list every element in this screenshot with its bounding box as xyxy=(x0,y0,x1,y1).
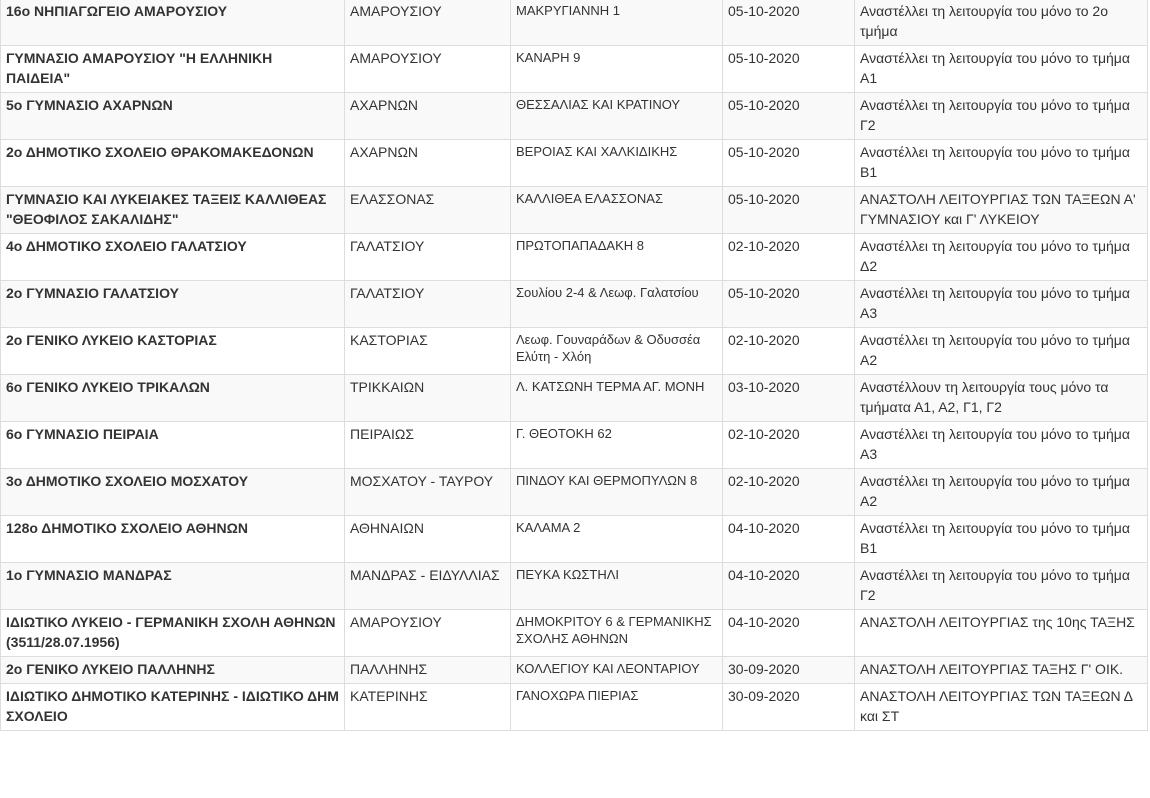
date-cell: 05-10-2020 xyxy=(723,140,855,187)
school-name-cell: ΙΔΙΩΤΙΚΟ ΔΗΜΟΤΙΚΟ ΚΑΤΕΡΙΝΗΣ - ΙΔΙΩΤΙΚΟ ΔΗΜ ΣΧΟΛΕΙΟ xyxy=(1,684,345,731)
address-cell: ΚΟΛΛΕΓΙΟΥ ΚΑΙ ΛΕΟΝΤΑΡΙΟΥ xyxy=(511,657,723,684)
suspension-note-cell: Αναστέλλει τη λειτουργία του μόνο το τμήμα Α2 xyxy=(855,469,1148,516)
suspension-note-cell: Αναστέλλει τη λειτουργία του μόνο το τμήμα Α3 xyxy=(855,422,1148,469)
suspension-note-cell: Αναστέλλουν τη λειτουργία τους μόνο τα τμήματα Α1, Α2, Γ1, Γ2 xyxy=(855,375,1148,422)
suspension-note-cell: ΑΝΑΣΤΟΛΗ ΛΕΙΤΟΥΡΓΙΑΣ ΤΩΝ ΤΑΞΕΩΝ Δ και ΣΤ xyxy=(855,684,1148,731)
address-cell: ΚΑΝΑΡΗ 9 xyxy=(511,46,723,93)
suspension-note-cell: Αναστέλλει τη λειτουργία του μόνο το τμήμα Α3 xyxy=(855,281,1148,328)
address-cell: Σουλίου 2-4 & Λεωφ. Γαλατσίου xyxy=(511,281,723,328)
municipality-cell: ΑΧΑΡΝΩΝ xyxy=(345,140,511,187)
table-row xyxy=(1,328,1148,375)
date-cell: 05-10-2020 xyxy=(723,46,855,93)
school-name-cell: 128ο ΔΗΜΟΤΙΚΟ ΣΧΟΛΕΙΟ ΑΘΗΝΩΝ xyxy=(1,516,345,563)
school-name-cell: 2ο ΓΕΝΙΚΟ ΛΥΚΕΙΟ ΠΑΛΛΗΝΗΣ xyxy=(1,657,345,684)
suspension-note-cell: Αναστέλλει τη λειτουργία του μόνο το 2ο τμήμα xyxy=(855,0,1148,46)
date-cell: 04-10-2020 xyxy=(723,610,855,657)
municipality-cell: ΑΜΑΡΟΥΣΙΟΥ xyxy=(345,0,511,46)
address-cell: ΚΑΛΛΙΘΕΑ ΕΛΑΣΣΟΝΑΣ xyxy=(511,187,723,234)
municipality-cell: ΑΧΑΡΝΩΝ xyxy=(345,93,511,140)
table-row xyxy=(1,46,1148,93)
date-cell: 30-09-2020 xyxy=(723,684,855,731)
table-row xyxy=(1,375,1148,422)
address-cell: ΒΕΡΟΙΑΣ ΚΑΙ ΧΑΛΚΙΔΙΚΗΣ xyxy=(511,140,723,187)
school-name-cell: ΓΥΜΝΑΣΙΟ ΑΜΑΡΟΥΣΙΟΥ "Η ΕΛΛΗΝΙΚΗ ΠΑΙΔΕΙΑ" xyxy=(1,46,345,93)
date-cell: 02-10-2020 xyxy=(723,328,855,375)
address-cell: ΠΡΩΤΟΠΑΠΑΔΑΚΗ 8 xyxy=(511,234,723,281)
municipality-cell: ΜΑΝΔΡΑΣ - ΕΙΔΥΛΛΙΑΣ xyxy=(345,563,511,610)
address-cell: ΓΑΝΟΧΩΡΑ ΠΙΕΡΙΑΣ xyxy=(511,684,723,731)
school-name-cell: 1ο ΓΥΜΝΑΣΙΟ ΜΑΝΔΡΑΣ xyxy=(1,563,345,610)
table-row xyxy=(1,610,1148,657)
table-row xyxy=(1,563,1148,610)
municipality-cell: ΚΑΣΤΟΡΙΑΣ xyxy=(345,328,511,375)
date-cell: 05-10-2020 xyxy=(723,281,855,328)
date-cell: 30-09-2020 xyxy=(723,657,855,684)
municipality-cell: ΜΟΣΧΑΤΟΥ - ΤΑΥΡΟΥ xyxy=(345,469,511,516)
date-cell: 04-10-2020 xyxy=(723,563,855,610)
date-cell: 05-10-2020 xyxy=(723,187,855,234)
school-name-cell: 4ο ΔΗΜΟΤΙΚΟ ΣΧΟΛΕΙΟ ΓΑΛΑΤΣΙΟΥ xyxy=(1,234,345,281)
suspension-note-cell: Αναστέλλει τη λειτουργία του μόνο το τμήμα Α1 xyxy=(855,46,1148,93)
address-cell: Λ. ΚΑΤΣΩΝΗ ΤΕΡΜΑ ΑΓ. ΜΟΝΗ xyxy=(511,375,723,422)
municipality-cell: ΠΑΛΛΗΝΗΣ xyxy=(345,657,511,684)
table-row xyxy=(1,187,1148,234)
suspension-note-cell: ΑΝΑΣΤΟΛΗ ΛΕΙΤΟΥΡΓΙΑΣ της 10ης ΤΑΞΗΣ xyxy=(855,610,1148,657)
date-cell: 02-10-2020 xyxy=(723,469,855,516)
suspension-note-cell: Αναστέλλει τη λειτουργία του μόνο το τμήμα Γ2 xyxy=(855,563,1148,610)
table-body xyxy=(1,0,1148,731)
school-name-cell: 6ο ΓΥΜΝΑΣΙΟ ΠΕΙΡΑΙΑ xyxy=(1,422,345,469)
suspension-note-cell: Αναστέλλει τη λειτουργία του μόνο το τμήμα Δ2 xyxy=(855,234,1148,281)
suspension-note-cell: Αναστέλλει τη λειτουργία του μόνο το τμήμα Γ2 xyxy=(855,93,1148,140)
school-name-cell: 2ο ΓΕΝΙΚΟ ΛΥΚΕΙΟ ΚΑΣΤΟΡΙΑΣ xyxy=(1,328,345,375)
table-row xyxy=(1,516,1148,563)
table-row xyxy=(1,234,1148,281)
table-row xyxy=(1,422,1148,469)
municipality-cell: ΑΘΗΝΑΙΩΝ xyxy=(345,516,511,563)
address-cell: ΠΕΥΚΑ ΚΩΣΤΗΛΙ xyxy=(511,563,723,610)
date-cell: 02-10-2020 xyxy=(723,422,855,469)
municipality-cell: ΠΕΙΡΑΙΩΣ xyxy=(345,422,511,469)
address-cell: ΚΑΛΑΜΑ 2 xyxy=(511,516,723,563)
school-name-cell: 2ο ΔΗΜΟΤΙΚΟ ΣΧΟΛΕΙΟ ΘΡΑΚΟΜΑΚΕΔΟΝΩΝ xyxy=(1,140,345,187)
municipality-cell: ΚΑΤΕΡΙΝΗΣ xyxy=(345,684,511,731)
suspension-note-cell: Αναστέλλει τη λειτουργία του μόνο το τμήμα Β1 xyxy=(855,140,1148,187)
table-row xyxy=(1,657,1148,684)
date-cell: 02-10-2020 xyxy=(723,234,855,281)
date-cell: 03-10-2020 xyxy=(723,375,855,422)
municipality-cell: ΤΡΙΚΚΑΙΩΝ xyxy=(345,375,511,422)
school-name-cell: 5ο ΓΥΜΝΑΣΙΟ ΑΧΑΡΝΩΝ xyxy=(1,93,345,140)
school-name-cell: 2ο ΓΥΜΝΑΣΙΟ ΓΑΛΑΤΣΙΟΥ xyxy=(1,281,345,328)
school-name-cell: ΙΔΙΩΤΙΚΟ ΛΥΚΕΙΟ - ΓΕΡΜΑΝΙΚΗ ΣΧΟΛΗ ΑΘΗΝΩΝ (3511/28.07.1956) xyxy=(1,610,345,657)
suspension-note-cell: ΑΝΑΣΤΟΛΗ ΛΕΙΤΟΥΡΓΙΑΣ ΤΑΞΗΣ Γ' ΟΙΚ. xyxy=(855,657,1148,684)
school-name-cell: ΓΥΜΝΑΣΙΟ ΚΑΙ ΛΥΚΕΙΑΚΕΣ ΤΑΞΕΙΣ ΚΑΛΛΙΘΕΑΣ "ΘΕΟΦΙΛΟΣ ΣΑΚΑΛΙΔΗΣ" xyxy=(1,187,345,234)
municipality-cell: ΕΛΑΣΣΟΝΑΣ xyxy=(345,187,511,234)
suspension-note-cell: ΑΝΑΣΤΟΛΗ ΛΕΙΤΟΥΡΓΙΑΣ ΤΩΝ ΤΑΞΕΩΝ Α' ΓΥΜΝΑΣΙΟΥ και Γ' ΛΥΚΕΙΟΥ xyxy=(855,187,1148,234)
table-row xyxy=(1,0,1148,46)
suspension-note-cell: Αναστέλλει τη λειτουργία του μόνο το τμήμα Β1 xyxy=(855,516,1148,563)
address-cell: Λεωφ. Γουναράδων & Οδυσσέα Ελύτη - Χλόη xyxy=(511,328,723,375)
table-row xyxy=(1,684,1148,731)
table-row xyxy=(1,140,1148,187)
address-cell: ΠΙΝΔΟΥ ΚΑΙ ΘΕΡΜΟΠΥΛΩΝ 8 xyxy=(511,469,723,516)
suspension-note-cell: Αναστέλλει τη λειτουργία του μόνο το τμήμα Α2 xyxy=(855,328,1148,375)
address-cell: ΘΕΣΣΑΛΙΑΣ ΚΑΙ ΚΡΑΤΙΝΟΥ xyxy=(511,93,723,140)
address-cell: ΔΗΜΟΚΡΙΤΟΥ 6 & ΓΕΡΜΑΝΙΚΗΣ ΣΧΟΛΗΣ ΑΘΗΝΩΝ xyxy=(511,610,723,657)
date-cell: 05-10-2020 xyxy=(723,0,855,46)
municipality-cell: ΓΑΛΑΤΣΙΟΥ xyxy=(345,234,511,281)
address-cell: Γ. ΘΕΟΤΟΚΗ 62 xyxy=(511,422,723,469)
date-cell: 05-10-2020 xyxy=(723,93,855,140)
table-row xyxy=(1,469,1148,516)
table-row xyxy=(1,93,1148,140)
municipality-cell: ΑΜΑΡΟΥΣΙΟΥ xyxy=(345,610,511,657)
school-name-cell: 16ο ΝΗΠΙΑΓΩΓΕΙΟ ΑΜΑΡΟΥΣΙΟΥ xyxy=(1,0,345,46)
date-cell: 04-10-2020 xyxy=(723,516,855,563)
address-cell: ΜΑΚΡΥΓΙΑΝΝΗ 1 xyxy=(511,0,723,46)
school-name-cell: 6ο ΓΕΝΙΚΟ ΛΥΚΕΙΟ ΤΡΙΚΑΛΩΝ xyxy=(1,375,345,422)
table-row xyxy=(1,281,1148,328)
municipality-cell: ΑΜΑΡΟΥΣΙΟΥ xyxy=(345,46,511,93)
school-name-cell: 3ο ΔΗΜΟΤΙΚΟ ΣΧΟΛΕΙΟ ΜΟΣΧΑΤΟΥ xyxy=(1,469,345,516)
municipality-cell: ΓΑΛΑΤΣΙΟΥ xyxy=(345,281,511,328)
